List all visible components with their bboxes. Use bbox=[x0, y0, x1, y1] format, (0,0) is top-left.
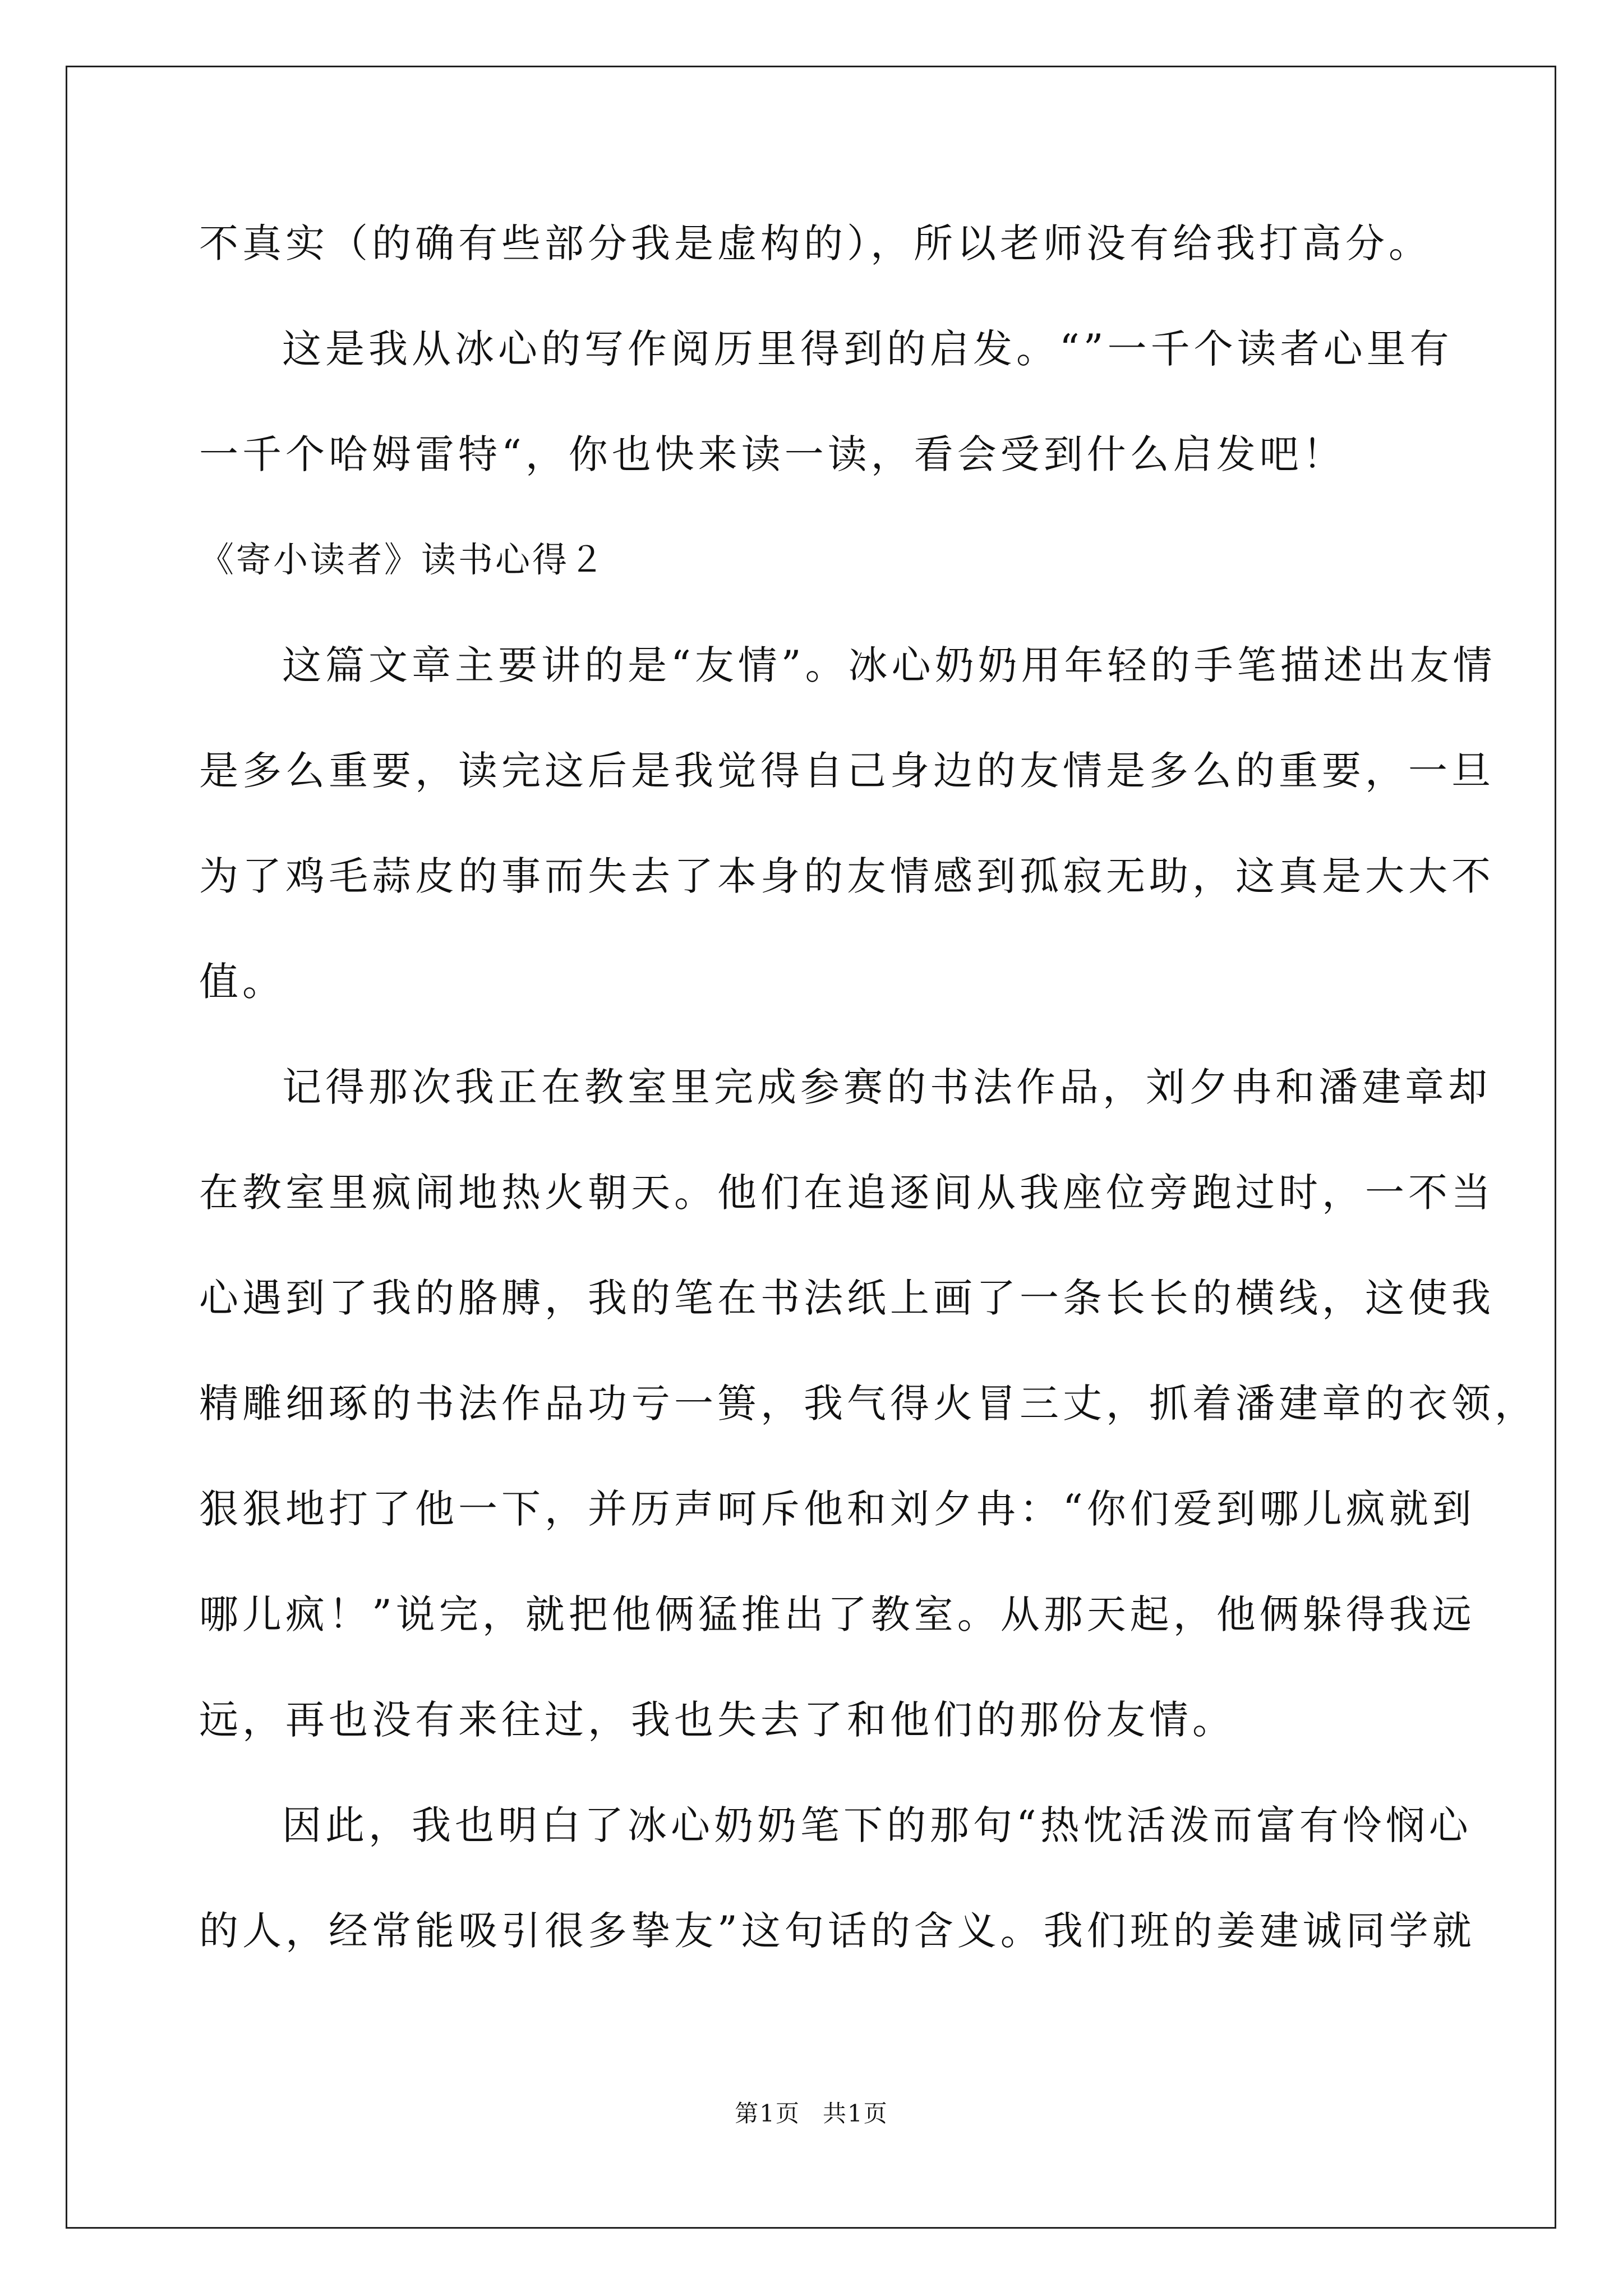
text-line: 心遇到了我的胳膊，我的笔在书法纸上画了一条长长的横线，这使我 bbox=[199, 1275, 1495, 1321]
text-line: 哪儿疯！”说完，就把他俩猛推出了教室。从那天起，他俩躲得我远 bbox=[199, 1591, 1476, 1637]
text-line: 的人，经常能吸引很多挚友”这句话的含义。我们班的姜建诚同学就 bbox=[199, 1908, 1476, 1954]
page-number: 第1页 bbox=[735, 2100, 800, 2127]
text-line: 不真实（的确有些部分我是虚构的），所以老师没有给我打高分。 bbox=[199, 220, 1432, 266]
page-footer bbox=[0, 2097, 1623, 2131]
text-line: 是多么重要，读完这后是我觉得自己身边的友情是多么的重要，一旦 bbox=[199, 748, 1495, 794]
text-line: 一千个哈姆雷特“，你也快来读一读，看会受到什么启发吧！ bbox=[199, 431, 1346, 477]
text-line: 为了鸡毛蒜皮的事而失去了本身的友情感到孤寂无助，这真是大大不 bbox=[199, 853, 1495, 899]
text-line: 这篇文章主要讲的是“友情”。冰心奶奶用年轻的手笔描述出友情 bbox=[282, 642, 1496, 688]
document-body bbox=[199, 191, 1538, 1984]
text-line: 记得那次我正在教室里完成参赛的书法作品，刘夕冉和潘建章却 bbox=[282, 1064, 1491, 1110]
text-line: 狠狠地打了他一下，并历声呵斥他和刘夕冉：“你们爱到哪儿疯就到 bbox=[199, 1486, 1476, 1532]
text-line: 这是我从冰心的写作阅历里得到的启发。“”一千个读者心里有 bbox=[282, 326, 1453, 372]
text-line: 精雕细琢的书法作品功亏一篑，我气得火冒三丈，抓着潘建章的衣领， bbox=[199, 1381, 1538, 1427]
text-line: 值。 bbox=[199, 959, 285, 1005]
text-line: 远，再也没有来往过，我也失去了和他们的那份友情。 bbox=[199, 1697, 1235, 1743]
section-heading: 《寄小读者》读书心得２ bbox=[199, 539, 607, 580]
text-line: 因此，我也明白了冰心奶奶笔下的那句“热忱活泼而富有怜悯心 bbox=[282, 1802, 1472, 1848]
page-total: 共1页 bbox=[823, 2100, 888, 2127]
text-line: 在教室里疯闹地热火朝天。他们在追逐间从我座位旁跑过时，一不当 bbox=[199, 1170, 1495, 1216]
